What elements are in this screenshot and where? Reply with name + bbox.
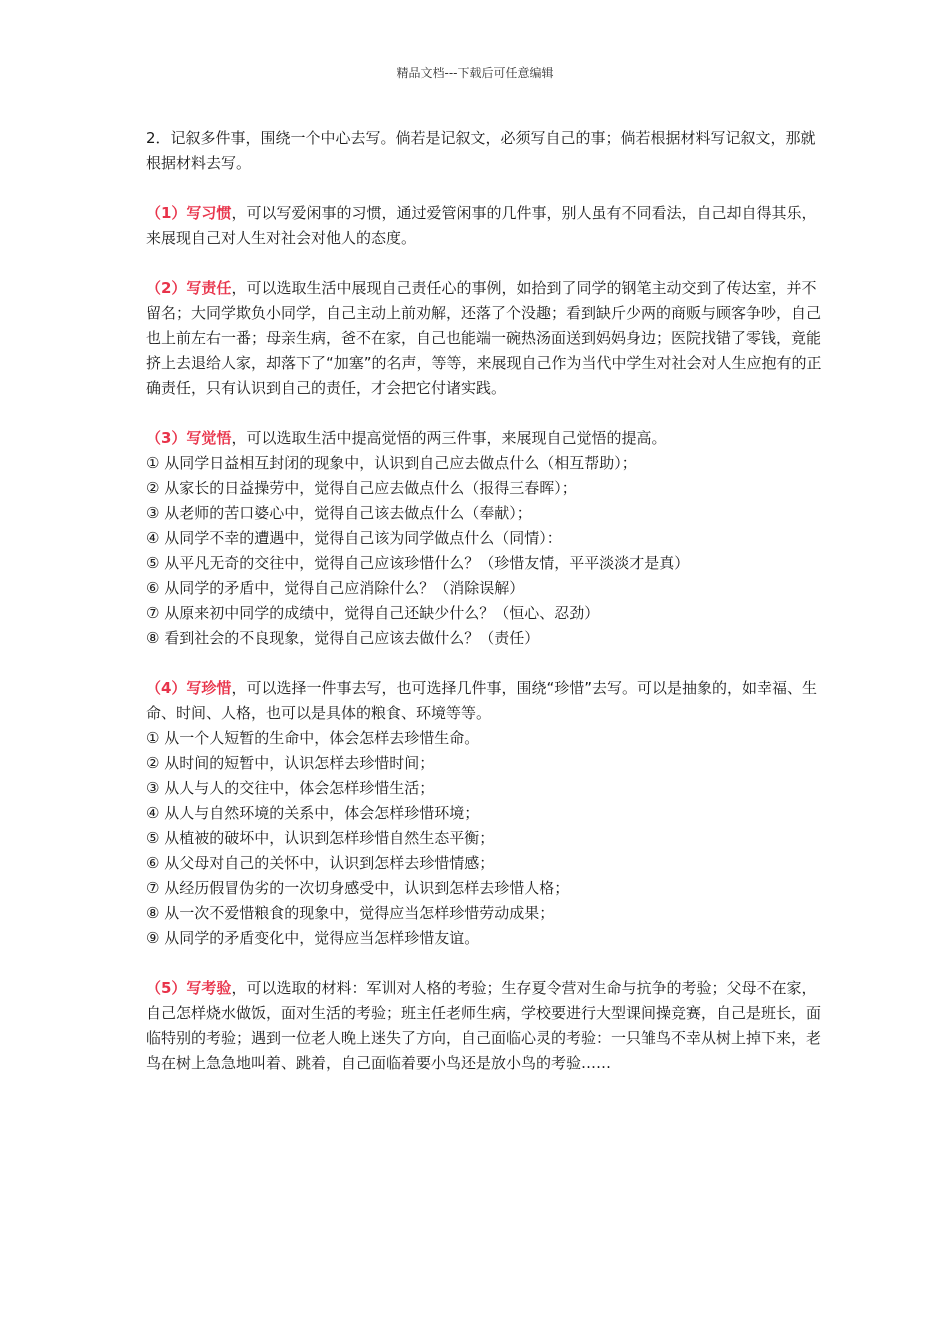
section-text: ，可以选取生活中提高觉悟的两三件事，来展现自己觉悟的提高。 — [231, 429, 667, 447]
list-item: ⑧ 看到社会的不良现象，觉得自己应该去做什么？（责任） — [146, 629, 540, 647]
section-cherish — [146, 676, 824, 726]
section-heading: （1）写习惯 — [146, 204, 232, 222]
intro-paragraph: 2．记叙多件事，围绕一个中心去写。倘若是记叙文，必须写自己的事；倘若根据材料写记叙文，那就根据材料去写。 — [146, 129, 816, 172]
list-item: ⑨ 从同学的矛盾变化中，觉得应当怎样珍惜友谊。 — [146, 929, 480, 947]
section-heading: （3）写觉悟 — [146, 429, 232, 447]
section-text: ，可以选择一件事去写，也可选择几件事，围绕“珍惜”去写。可以是抽象的，如幸福、生命、时间、人格，也可以是具体的粮食、环境等等。 — [146, 679, 817, 722]
list-item: ⑤ 从平凡无奇的交往中，觉得自己应该珍惜什么？（珍惜友情，平平淡淡才是真） — [146, 554, 690, 572]
list-item: ⑤ 从植被的破坏中，认识到怎样珍惜自然生态平衡； — [146, 829, 495, 847]
section-responsibility — [146, 276, 824, 401]
section-heading: （4）写珍惜 — [146, 679, 232, 697]
list-item: ⑧ 从一次不爱惜粮食的现象中，觉得应当怎样珍惜劳动成果； — [146, 904, 555, 922]
document-body — [146, 126, 824, 1076]
section-heading: （5）写考验 — [146, 979, 232, 997]
section-text: ，可以选取的材料：军训对人格的考验；生存夏令营对生命与抗争的考验；父母不在家，自己怎样烧水做饭，面对生活的考验；班主任老师生病，学校要进行大型课间操竞赛，自己是班长，面临特别的考验；遇到一位老人晚上迷失了方向，自己面临心灵的考验：一只雏鸟不幸从树上掉下来，老鸟在树上急急地叫着、跳着，自己面临着要小鸟还是放小鸟的考验…… — [146, 979, 822, 1072]
section-heading: （2）写责任 — [146, 279, 232, 297]
list-item: ⑦ 从原来初中同学的成绩中，觉得自己还缺少什么？（恒心、忍劲） — [146, 604, 600, 622]
section-habit — [146, 201, 824, 251]
list-item: ⑥ 从父母对自己的关怀中，认识到怎样去珍惜情感； — [146, 854, 495, 872]
list-item: ⑥ 从同学的矛盾中，觉得自己应消除什么？（消除误解） — [146, 579, 525, 597]
list-item: ⑦ 从经历假冒伪劣的一次切身感受中，认识到怎样去珍惜人格； — [146, 879, 570, 897]
section-text: ，可以选取生活中展现自己责任心的事例，如拾到了同学的钢笔主动交到了传达室，并不留名；大同学欺负小同学，自己主动上前劝解，还落了个没趣；看到缺斤少两的商贩与顾客争吵，自己也上前左右一番；母亲生病，爸不在家，自己也能端一碗热汤面送到妈妈身边；医院找错了零钱，竟能挤上去退给人家，却落下了“加塞”的名声，等等，来展现自己作为当代中学生对社会对人生应抱有的正确责任，只有认识到自己的责任，才会把它付诸实践。 — [146, 279, 822, 397]
list-item: ② 从时间的短暂中，认识怎样去珍惜时间； — [146, 754, 435, 772]
section-trial — [146, 976, 824, 1076]
list-item: ③ 从老师的苦口婆心中，觉得自己该去做点什么（奉献）； — [146, 504, 532, 522]
list-item: ① 从同学日益相互封闭的现象中，认识到自己应去做点什么（相互帮助）； — [146, 454, 637, 472]
page-header: 精品文档---下载后可任意编辑 — [396, 66, 554, 80]
list-item: ① 从一个人短暂的生命中，体会怎样去珍惜生命。 — [146, 729, 480, 747]
section-awareness — [146, 426, 824, 451]
list-item: ③ 从人与人的交往中，体会怎样珍惜生活； — [146, 779, 435, 797]
section-text: ，可以写爱闲事的习惯，通过爱管闲事的几件事，别人虽有不同看法，自己却自得其乐，来展现自己对人生对社会对他人的态度。 — [146, 204, 817, 247]
list-item: ② 从家长的日益操劳中，觉得自己应去做点什么（报得三春晖）； — [146, 479, 577, 497]
list-item: ④ 从人与自然环境的关系中，体会怎样珍惜环境； — [146, 804, 480, 822]
list-item: ④ 从同学不幸的遭遇中，觉得自己该为同学做点什么（同情）： — [146, 529, 562, 547]
